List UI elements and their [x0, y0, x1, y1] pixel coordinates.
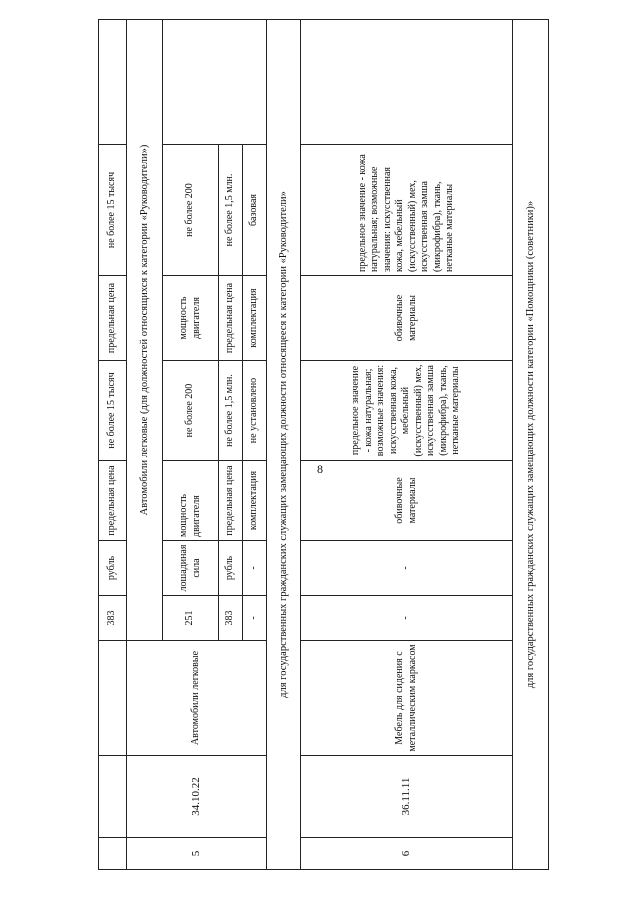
- cell-code: -: [301, 596, 513, 641]
- cell-unit: рубль: [99, 541, 127, 596]
- section-title: для государственных гражданских служащих замещающих должности относящееся к категории «Руководители»: [267, 20, 301, 870]
- cell-value-2: базовая: [243, 145, 267, 276]
- cell-value-2: не более 15 тысяч: [99, 145, 127, 276]
- cell-value-2: не более 1,5 млн.: [219, 145, 243, 276]
- cell-value: не более 1,5 млн.: [219, 361, 243, 461]
- characteristics-table: [98, 19, 549, 870]
- cell-value: не более 200: [163, 361, 219, 461]
- cell-char-2: предельная цена: [99, 276, 127, 361]
- cell-code: 383: [219, 596, 243, 641]
- cell-value-2: не более 200: [163, 145, 219, 276]
- cell-char-2: обивочные материалы: [301, 276, 513, 361]
- cell-unit: -: [243, 541, 267, 596]
- cell-char: предельная цена: [99, 461, 127, 541]
- cell-char: предельная цена: [219, 461, 243, 541]
- okpd-code: 36.11.11: [301, 756, 513, 838]
- section-title: Автомобили легковые (для должностей относящихся к категории «Руководители»): [127, 20, 163, 641]
- cell-char: мощность двигателя: [163, 461, 219, 541]
- table-row: [127, 20, 163, 870]
- cell-code: 251: [163, 596, 219, 641]
- item-number: 6: [301, 838, 513, 870]
- table-row: [301, 20, 513, 870]
- section-title: для государственных гражданских служащих замещающих должности категории «Помощники (советники)»: [513, 20, 549, 870]
- cell-value-2: предельное значение - кожа натуральная; возможные значения: искусственная кожа, мебельный (искусственный) мех, искусственная замша (микрофибра), ткань, нетканые материалы: [301, 145, 513, 276]
- cell-code: 383: [99, 596, 127, 641]
- item-name: Автомобили легковые: [127, 641, 267, 756]
- table-row: [513, 20, 549, 870]
- table-row: [267, 20, 301, 870]
- cell-char: комплектация: [243, 461, 267, 541]
- cell-value: предельное значение - кожа натуральная; возможные значения: искусственная кожа, мебельный (искусственный) мех, искусственная замша (микрофибра), ткань, нетканые материалы: [301, 361, 513, 461]
- cell-value: не более 15 тысяч: [99, 361, 127, 461]
- rotated-table-container: [98, 20, 548, 870]
- cell-value: не установлено: [243, 361, 267, 461]
- page-number: 8: [317, 462, 323, 476]
- cell-char: обивочные материалы: [301, 461, 513, 541]
- cell-unit: лошадиная сила: [163, 541, 219, 596]
- okpd-code: 34.10.22: [127, 756, 267, 838]
- item-number: 5: [127, 838, 267, 870]
- cell-char-2: комплектация: [243, 276, 267, 361]
- cell-unit: рубль: [219, 541, 243, 596]
- table-row: [99, 20, 127, 870]
- cell-char-2: мощность двигателя: [163, 276, 219, 361]
- item-name: Мебель для сидения с металлическим каркасом: [301, 641, 513, 756]
- cell-unit: -: [301, 541, 513, 596]
- cell-code: -: [243, 596, 267, 641]
- cell-char-2: предельная цена: [219, 276, 243, 361]
